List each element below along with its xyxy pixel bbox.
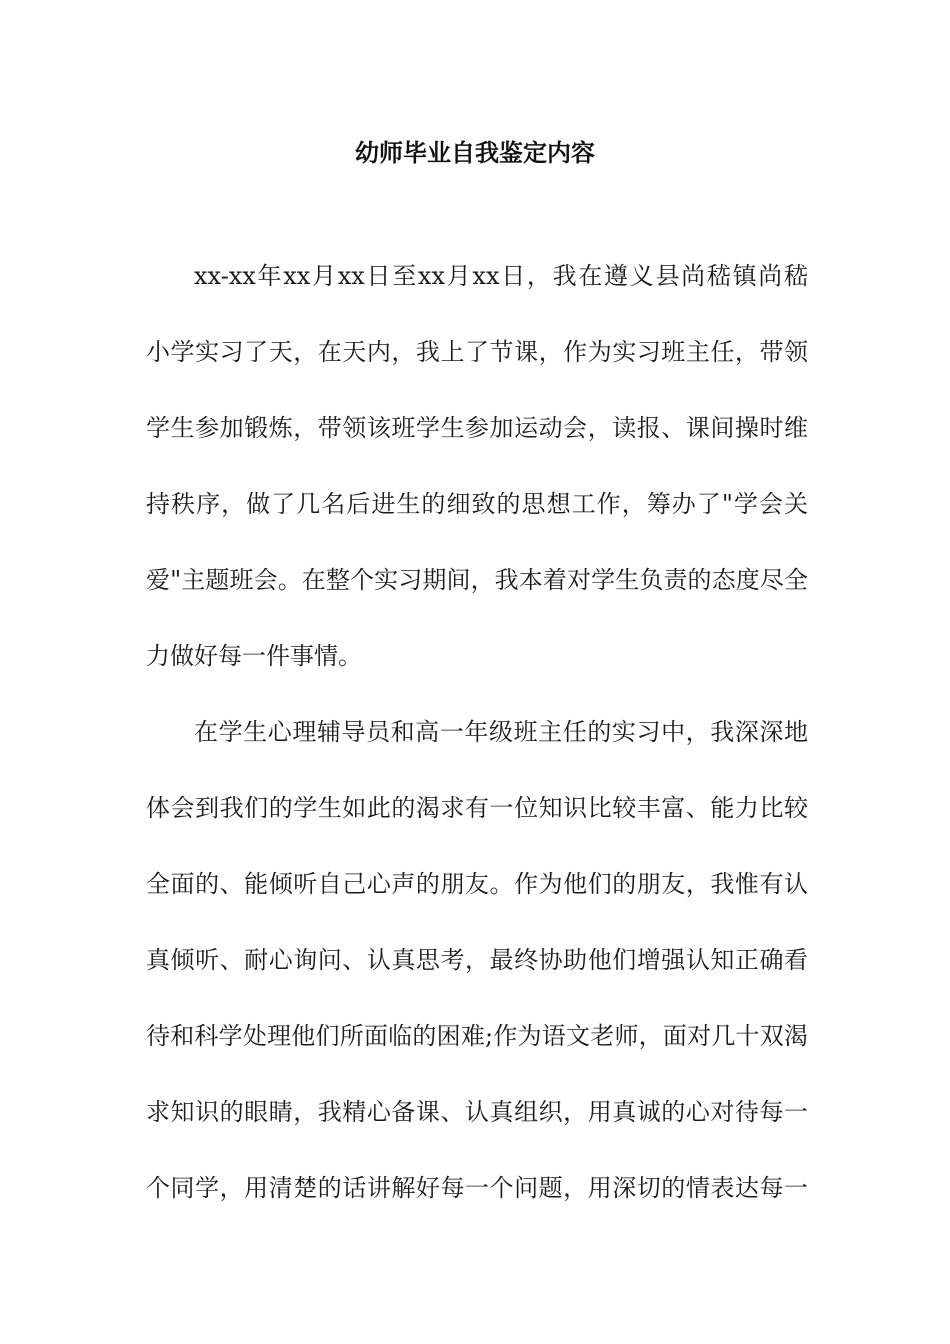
text-line: 在学生心理辅导员和高一年级班主任的实习中，我深深地 (194, 718, 808, 746)
text-line: 体会到我们的学生如此的渴求有一位知识比较丰富、能力比较 (146, 794, 808, 822)
text-line: 待和科学处理他们所面临的困难;作为语文老师，面对几十双渴 (146, 1022, 808, 1050)
page-title: 幼师毕业自我鉴定内容 (355, 139, 595, 167)
text-line: 全面的、能倾听自己心声的朋友。作为他们的朋友，我惟有认 (146, 870, 808, 898)
text-line: 爱"主题班会。在整个实习期间，我本着对学生负责的态度尽全 (146, 566, 808, 594)
text-line: 真倾听、耐心询问、认真思考，最终协助他们增强认知正确看 (146, 946, 808, 974)
document-body (146, 256, 808, 1244)
text-line: 小学实习了天，在天内，我上了节课，作为实习班主任，带领 (146, 338, 808, 366)
text-line: 力做好每一件事情。 (146, 642, 362, 670)
text-line: 个同学，用清楚的话讲解好每一个问题，用深切的情表达每一 (146, 1174, 808, 1202)
text-line: 求知识的眼睛，我精心备课、认真组织，用真诚的心对待每一 (146, 1098, 808, 1126)
text-line: xx-xx年xx月xx日至xx月xx日，我在遵义县尚嵇镇尚嵇 (194, 262, 808, 290)
paragraph-1 (146, 256, 808, 712)
text-line: 学生参加锻炼，带领该班学生参加运动会，读报、课间操时维 (146, 414, 808, 442)
text-line: 持秩序，做了几名后进生的细致的思想工作，筹办了"学会关 (146, 490, 808, 518)
paragraph-2 (146, 712, 808, 1244)
